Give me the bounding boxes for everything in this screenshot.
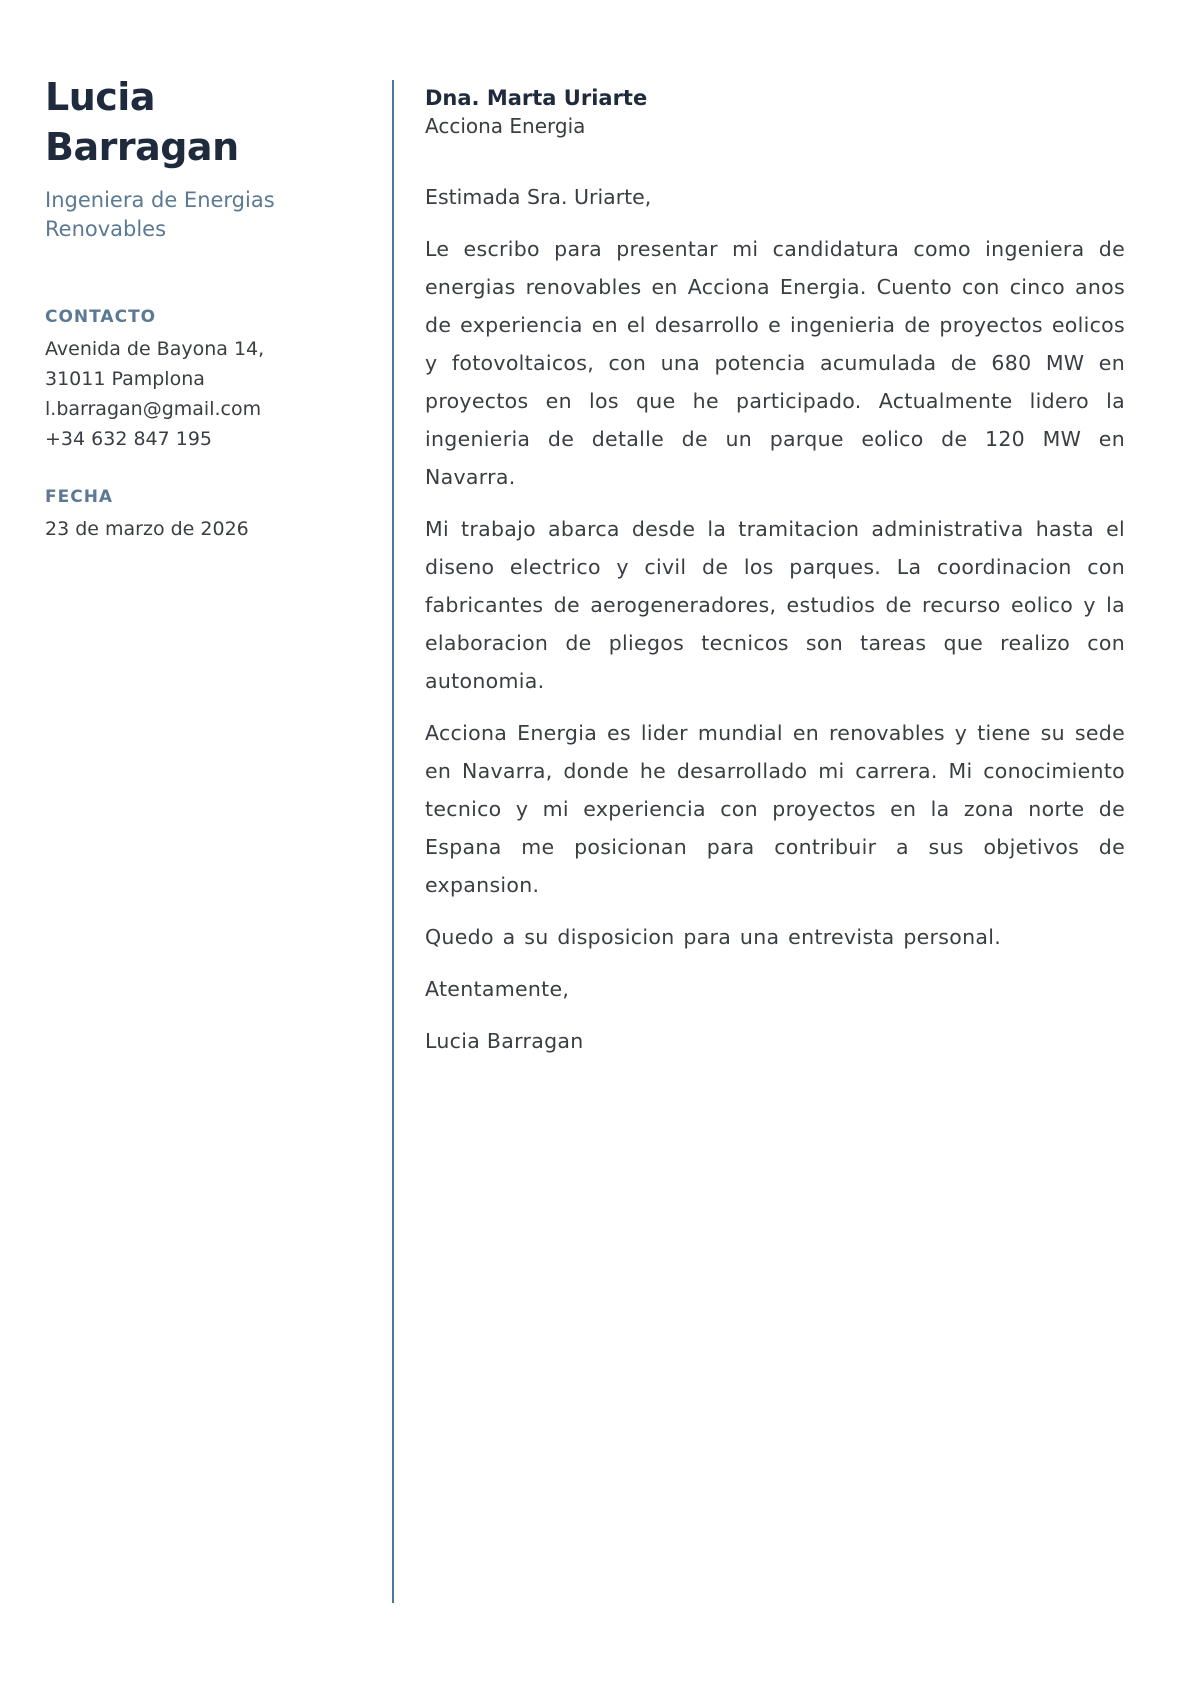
closing: Atentamente, [425,977,570,1001]
contact-section [45,306,345,454]
recipient-name: Dna. Marta Uriarte [425,86,648,110]
sidebar [45,72,345,544]
letter-paragraph: Quedo a su disposicion para una entrevista personal. [425,925,1002,949]
letter-paragraph: Mi trabajo abarca desde la tramitacion administrativa hasta el diseno electrico y civil de los parques. La coordinacion con fabricantes de aerogeneradores, estudios de recurso eolico y la elaboracion de pliegos tecnicos son tareas que realizo con autonomia. [425,517,1125,693]
date-section [45,486,345,544]
vertical-divider [392,80,394,1603]
contact-heading: CONTACTO [45,307,157,327]
contact-phone: +34 632 847 195 [45,428,213,450]
applicant-name: Lucia Barragan [45,75,239,169]
letter-paragraph: Acciona Energia es lider mundial en renovables y tiene su sede en Navarra, donde he desarrollado mi carrera. Mi conocimiento tecnico y mi experiencia con proyectos en la zona norte de Espana me posicionan para contribuir a sus objetivos de expansion. [425,721,1125,897]
applicant-job-title: Ingeniera de Energias Renovables [45,188,275,241]
contact-email: l.barragan@gmail.com [45,398,262,420]
signature: Lucia Barragan [425,1029,584,1053]
date-heading: FECHA [45,487,114,507]
date-value: 23 de marzo de 2026 [45,518,249,540]
letter-body [425,84,1125,1074]
letter-paragraph: Le escribo para presentar mi candidatura como ingeniera de energias renovables en Acciona Energia. Cuento con cinco anos de experiencia en el desarrollo e ingenieria de proyectos eolicos y fotovoltaicos, con una potencia acumulada de 680 MW en proyectos en los que he participado. Actualmente lidero la ingenieria de detalle de un parque eolico de 120 MW en Navarra. [425,237,1125,489]
contact-address: Avenida de Bayona 14, 31011 Pamplona [45,338,265,390]
recipient-company: Acciona Energia [425,114,586,138]
salutation: Estimada Sra. Uriarte, [425,185,652,209]
